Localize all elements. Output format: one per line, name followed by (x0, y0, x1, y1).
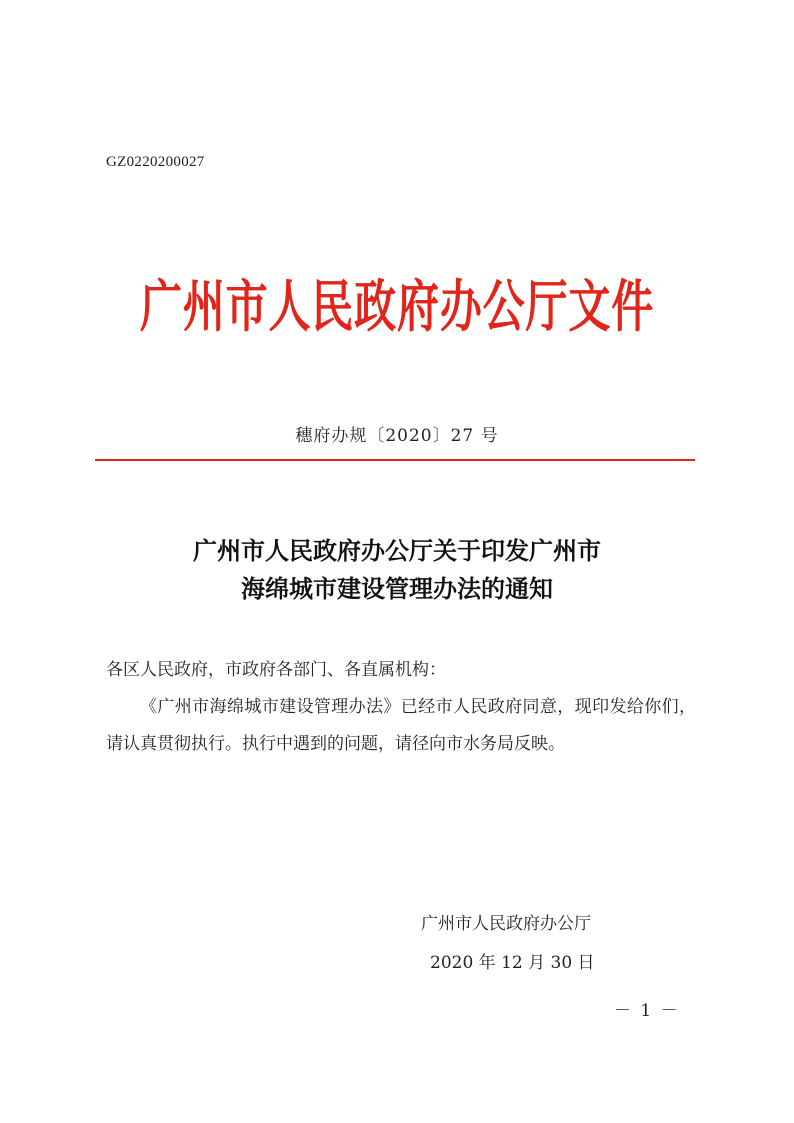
salutation: 各区人民政府，市政府各部门、各直属机构： (106, 660, 446, 680)
red-separator-line (95, 459, 695, 461)
masthead-title: 广州市人民政府办公厅文件 (139, 273, 655, 340)
notice-title-line-2: 海绵城市建设管理办法的通知 (241, 574, 553, 603)
notice-title-line-1: 广州市人民政府办公厅关于印发广州市 (193, 536, 601, 565)
issue-date: 2020 年 12 月 30 日 (430, 953, 595, 973)
notice-title (0, 532, 794, 608)
document-code: GZ0220200027 (106, 154, 205, 170)
issuer-signature: 广州市人民政府办公厅 (421, 914, 591, 934)
notice-body (106, 652, 696, 763)
document-number: 穗府办规〔2020〕27 号 (295, 426, 499, 446)
page-number: － 1 － (614, 1001, 680, 1021)
body-paragraph: 《广州市海绵城市建设管理办法》已经市人民政府同意，现印发给你们，请认真贯彻执行。执行中遇到的问题，请径向市水务局反映。 (106, 697, 696, 754)
